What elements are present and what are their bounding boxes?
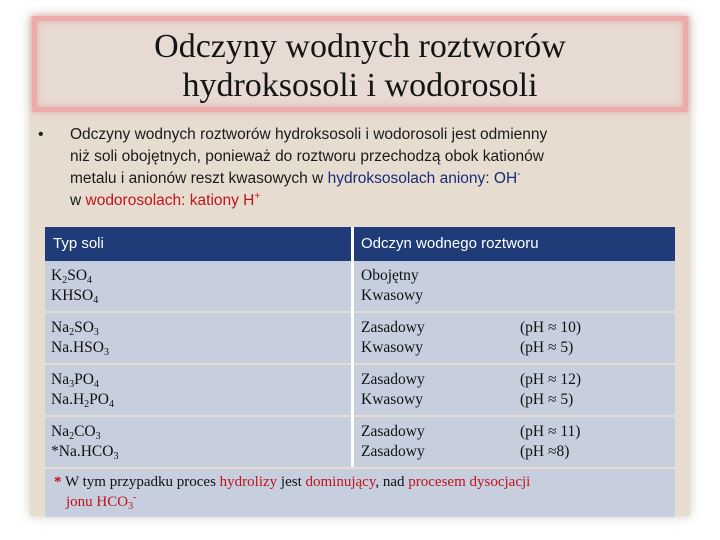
table-header [45,227,675,261]
ph-value: (pH ≈ 5) [520,391,574,408]
dissociation-term: procesem dysocjacji [408,474,531,490]
footnote-star: * [54,474,62,490]
anions-oh: aniony: OH [439,170,518,187]
wodorosolach-term: wodorosolach [85,192,182,209]
ph-value: (pH ≈ 5) [520,339,574,356]
ph-value: (pH ≈8) [520,443,570,460]
footnote-line-2: jonu $HCO_3^-$ [66,492,137,512]
reaction-value: Kwasowy [361,339,423,356]
header-salt-type: Typ soli [53,235,104,252]
hydroksosolach-term: hydroksosolach [327,170,436,187]
ph-value: (pH ≈ 12) [520,371,582,388]
bullet-dot-icon: • [38,126,44,143]
bullet-line-4 [70,190,260,212]
footnote [54,472,530,512]
table-row [45,365,675,415]
reaction-value: Obojętny [361,267,419,284]
bullet-line-3-text: metalu i anionów reszt kwasowych w [70,170,328,187]
title-line-1: Odczyny wodnych roztworów [154,28,566,65]
ph-value: (pH ≈ 10) [520,319,582,336]
dominant-term: dominujący [305,474,376,490]
reaction-value: Zasadowy [361,371,425,388]
footnote-line-1: * W tym przypadku proces hydrolizy jest dominujący, nad procesem dysocjacji [54,474,531,490]
salt-formula: $KHSO_4$ [51,287,99,306]
bullet-line-4-text: w [70,192,86,209]
salt-formula: $*Na.HCO_3$ [51,443,119,462]
bullet-line-1: Odczyny wodnych roztworów hydroksosoli i wodorosoli jest odmienny [70,126,548,143]
table-row [45,261,675,311]
h-charge: + [254,191,261,202]
cations-h: : kationy H [181,192,255,209]
salt-formula: $K_2SO_4$ [51,267,93,286]
reaction-value: Zasadowy [361,443,425,460]
hydrolysis-term: hydrolizy [219,474,278,490]
salt-formula: $Na_2SO_3$ [51,319,99,338]
salt-formula: $Na.H_2PO_4$ [51,391,114,410]
oh-charge: - [517,169,521,180]
title-line-2: hydroksosoli i wodorosoli [182,67,538,104]
reaction-value: Zasadowy [361,319,425,336]
salt-formula: $Na_2CO_3$ [51,423,101,442]
table-row [45,417,675,467]
header-reaction: Odczyn wodnego roztworu [361,235,539,252]
reaction-value: Kwasowy [361,391,423,408]
salt-formula: $Na_3PO_4$ [51,371,99,390]
bullet-line-3 [70,168,520,190]
column-divider [351,227,354,467]
salt-formula: $Na.HSO_3$ [51,339,109,358]
table-row [45,313,675,363]
reaction-value: Kwasowy [361,287,423,304]
ion-hco3: jonu HCO [66,494,129,510]
ph-value: (pH ≈ 11) [520,423,581,440]
bullet-line-2: niż soli obojętnych, ponieważ do roztworu przechodzą obok kationów [70,148,544,165]
title-box [32,16,688,112]
reaction-value: Zasadowy [361,423,425,440]
